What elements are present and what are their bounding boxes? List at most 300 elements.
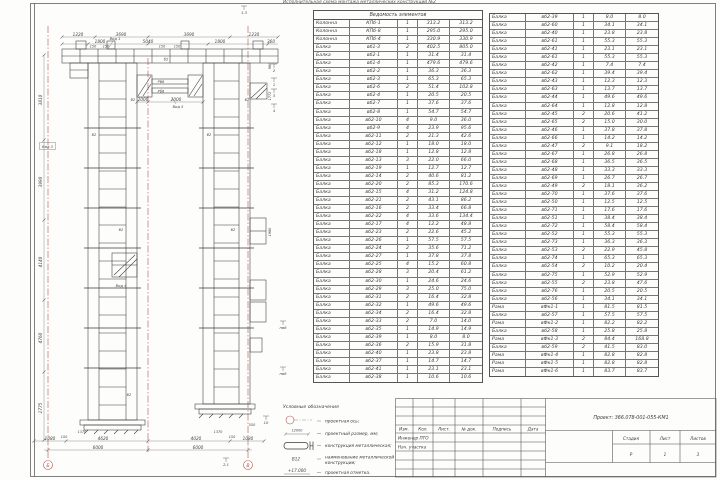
table-cell: вб2-36 [350, 342, 398, 349]
table-cell: вб2-27 [350, 253, 398, 260]
table-row [490, 255, 658, 263]
table-cell: 38.4 [594, 215, 626, 222]
table-cell: 1 [398, 109, 418, 116]
table-cell: 124.8 [459, 189, 473, 195]
table-cell: 1 [574, 288, 594, 295]
table-cell: 14.2 [636, 135, 648, 141]
legend-symbol-text: +17.000 [287, 468, 307, 473]
table-cell: 1 [574, 103, 594, 110]
table-cell: 23.1 [418, 366, 450, 373]
table-cell: 1 [398, 165, 418, 172]
legend-title: Условные обозначения [283, 405, 339, 410]
table-row [490, 111, 658, 119]
table-cell: 17.6 [594, 207, 626, 214]
table-cell: Балка [314, 358, 350, 365]
table-cell: 23.1 [594, 46, 626, 53]
dim-label: 1080 [242, 435, 254, 441]
table-cell: вб2-43 [526, 78, 574, 85]
sheet-title: Исполнительная схема монтажа металлических конструкций №2 [283, 0, 436, 5]
table-row [490, 344, 658, 352]
dim-label: 1220 [72, 31, 84, 37]
drawing-annotations [40, 37, 250, 397]
table-cell: 1 [398, 141, 418, 148]
legend-item-text: наименование металлической [325, 455, 395, 461]
table-cell: 479.6 [418, 60, 450, 67]
table-cell: Балка [490, 143, 526, 150]
table-cell: Балка [314, 44, 350, 51]
table-cell: 1 [398, 100, 418, 107]
dim-label: 2000 [137, 96, 149, 102]
table-cell: Балка [314, 60, 350, 67]
table-cell: вб2-2 [350, 68, 398, 75]
table-cell: 55.3 [636, 39, 648, 45]
table-cell: 2 [398, 84, 418, 91]
table-row [314, 261, 482, 269]
flag-label: нв8 [279, 372, 287, 376]
table-cell: 24.6 [460, 278, 472, 284]
table-cell: Балка [314, 189, 350, 196]
table-cell: 12.5 [636, 200, 648, 206]
table-cell: 7.0 [418, 318, 450, 325]
table-row [490, 78, 658, 86]
table-cell: 26.7 [636, 175, 648, 181]
marker-flags [223, 6, 286, 462]
table-cell: 36.3 [418, 68, 450, 75]
table-row [314, 366, 482, 374]
axis-bubble-label: В [246, 463, 250, 469]
table-cell: Балка [314, 157, 350, 164]
table-row [314, 20, 482, 28]
stamp-col-header: Изм. [399, 426, 409, 432]
table-cell: 65.3 [418, 76, 450, 83]
table-cell: 36.3 [594, 239, 626, 246]
table-cell: 81.5 [594, 304, 626, 311]
legend-item-text: проектная отметка. [325, 471, 371, 476]
table-cell: Балка [314, 342, 350, 349]
table-cell: Балка [490, 22, 526, 29]
table-row [490, 14, 658, 22]
stamp-col-header: Подпись [492, 426, 512, 432]
table-cell: вб2-20 [350, 181, 398, 188]
table-cell: 13.7 [636, 87, 648, 93]
table-cell: 12.8 [594, 103, 626, 110]
element-tag: б2 [130, 98, 136, 102]
table-cell: вФк1-1 [526, 304, 574, 311]
table-cell: 55.3 [594, 54, 626, 61]
table-cell: вб2-32 [350, 302, 398, 309]
table-cell: Колонна [314, 28, 350, 35]
table-row [314, 213, 482, 221]
table-cell: Балка [314, 318, 350, 325]
table-cell: Балка [314, 229, 350, 236]
middle-beams [137, 75, 203, 97]
table-cell: вб2-28 [350, 269, 398, 276]
table-cell: вб2-41 [350, 366, 398, 373]
table-cell: 31.4 [418, 52, 450, 59]
flag-label: 2.1 [223, 463, 229, 467]
legend-beam-symbol [284, 442, 313, 451]
table-cell: 25.0 [418, 286, 450, 293]
flag-label: 4 [272, 109, 276, 113]
stamp-col-header: № док. [461, 426, 477, 432]
table-cell: 2 [574, 263, 594, 270]
table-cell: вб2-56 [526, 296, 574, 303]
table-cell: вб2-72 [526, 223, 574, 230]
table-cell: Балка [314, 165, 350, 172]
table-row [314, 173, 482, 181]
table-cell: Балка [314, 117, 350, 124]
table-cell: 61.2 [460, 270, 472, 276]
table-cell: 58.4 [636, 224, 648, 230]
table-cell: 2 [574, 111, 594, 118]
table-cell: Балка [490, 127, 526, 134]
table-row [314, 286, 482, 294]
table-row [490, 103, 658, 111]
table-cell: 2 [398, 229, 418, 236]
table-cell: Балка [314, 269, 350, 276]
table-cell: 49.6 [460, 302, 472, 308]
table-cell: 25.8 [594, 328, 626, 335]
table-cell: вб2-52 [526, 231, 574, 238]
table-cell: 1 [574, 94, 594, 101]
table-cell: 2 [398, 133, 418, 140]
table-row [490, 296, 658, 304]
dim-label: 150 [60, 434, 68, 439]
table-cell: 2 [398, 197, 418, 204]
table-cell: Колонна [314, 20, 350, 27]
table-title: Ведомость элементов [314, 11, 482, 20]
table-cell: 23.1 [460, 367, 472, 373]
table-cell: 1 [574, 135, 594, 142]
dim-label: 150 [173, 44, 181, 49]
dim-label: 1980 [268, 227, 272, 237]
table-cell: 12.8 [460, 149, 472, 155]
table-cell: 4 [398, 221, 418, 228]
table-cell: 51.4 [418, 84, 450, 91]
table-row [490, 304, 658, 312]
table-cell: 65.3 [460, 77, 472, 83]
table-cell: 2 [398, 245, 418, 252]
table-row [490, 86, 658, 94]
dim-label: 360 [267, 38, 275, 44]
table-cell: 82.8 [594, 360, 626, 367]
title-block-text [398, 415, 706, 457]
table-cell: 23.8 [418, 350, 450, 357]
table-cell: 36.5 [594, 159, 626, 166]
table-cell: Рама [490, 368, 526, 376]
table-cell: Балка [314, 141, 350, 148]
table-row [490, 328, 658, 336]
table-row [314, 229, 482, 237]
beam-mark: Рб6 [157, 89, 165, 94]
table-cell: Балка [490, 296, 526, 303]
table-cell: 1 [574, 22, 594, 29]
table-row [314, 342, 482, 350]
table-row [490, 143, 658, 151]
axis-lines [48, 26, 248, 458]
table-cell: 84.4 [594, 336, 626, 343]
table-cell: 55.3 [636, 55, 648, 61]
table-row [490, 30, 658, 38]
dim-label: 4760 [38, 332, 43, 344]
table-cell: 34.1 [636, 296, 648, 302]
table-row [314, 141, 482, 149]
table-cell: вб2-37 [350, 358, 398, 365]
table-body [490, 14, 658, 376]
table-cell: 1 [574, 46, 594, 53]
table-cell: Балка [490, 288, 526, 295]
stamp-col-header: Дата [527, 426, 539, 432]
table-cell: вб2-71 [526, 207, 574, 214]
table-cell: 313.2 [418, 20, 450, 27]
table-cell: вб2-59 [526, 344, 574, 351]
table-cell: 20.5 [636, 288, 648, 294]
table-cell: Балка [490, 183, 526, 190]
table-cell: 805.0 [459, 45, 473, 51]
table-cell: 75.0 [460, 286, 472, 292]
table-cell: вб2-53 [526, 247, 574, 254]
table-cell: 65.3 [636, 256, 648, 262]
table-cell: 57.5 [460, 238, 472, 244]
table-cell: 36.3 [460, 69, 472, 75]
table-cell: 12.8 [636, 103, 648, 109]
table-row [314, 44, 482, 52]
table-cell: Балка [314, 245, 350, 252]
table-cell: вб2-3 [350, 76, 398, 83]
table-row [314, 100, 482, 108]
table-cell: 25.8 [636, 328, 648, 334]
table-cell: 330.9 [459, 37, 473, 43]
table-cell: Балка [490, 280, 526, 287]
stamp-stage-header: Стадия [622, 436, 640, 441]
table-cell: вб2-21 [350, 197, 398, 204]
table-row [490, 207, 658, 215]
legend-symbol-text: В12 [291, 456, 301, 462]
table-cell: 22.9 [594, 247, 626, 254]
table-cell: Балка [314, 374, 350, 382]
dim-label: 1800 [214, 38, 226, 44]
table-cell: Рама [490, 360, 526, 367]
right-column-base [195, 404, 255, 418]
dim-label: 1370 [77, 429, 87, 434]
table-cell: вб2-63 [526, 86, 574, 93]
legend-item-text: проектная ось; [325, 419, 360, 425]
table-cell: 14.9 [460, 326, 472, 332]
table-cell: 4 [398, 117, 418, 124]
legend [283, 404, 394, 476]
dim-label: 2000 [170, 96, 182, 102]
table-cell: вб2-29 [350, 286, 398, 293]
table-cell: 95.6 [460, 125, 472, 131]
dim-label: 1800 [94, 38, 106, 44]
table-cell: КПб-4 [350, 36, 398, 43]
table-row [314, 84, 482, 92]
table-cell: 12.7 [418, 165, 450, 172]
table-cell: вб2-64 [526, 103, 574, 110]
table-row [490, 215, 658, 223]
table-cell: вб2-24 [350, 245, 398, 252]
table-cell: 7.4 [594, 62, 626, 69]
legend-elevation-symbol [284, 468, 310, 474]
table-cell: 402.5 [418, 44, 450, 51]
table-cell: 1 [574, 312, 594, 319]
dim-label: 3990 [38, 176, 43, 188]
table-cell: 2 [574, 143, 594, 150]
table-cell: 37.8 [460, 254, 472, 260]
stamp-role: Нач. участка [398, 444, 427, 450]
table-cell: 18.1 [594, 183, 626, 190]
table-cell: вб2-62 [526, 70, 574, 77]
table-cell: 12.7 [460, 165, 472, 171]
table-cell: 1 [398, 68, 418, 75]
table-cell: 83.0 [636, 344, 648, 350]
table-cell: 20.6 [594, 111, 626, 118]
dim-label: 3690 [115, 31, 127, 37]
table-row [490, 127, 658, 135]
table-cell: 49.6 [636, 95, 648, 101]
table-cell: 42.6 [460, 133, 472, 139]
table-cell: Балка [314, 261, 350, 268]
table-cell: вб2-1 [350, 52, 398, 59]
table-cell: вб2-11 [350, 133, 398, 140]
table-cell: 43.1 [418, 197, 450, 204]
table-cell: вб1-3 [350, 44, 398, 51]
table-cell: 2 [574, 119, 594, 126]
table-cell: 85.3 [418, 181, 450, 188]
table-cell: Балка [314, 125, 350, 132]
table-cell: Балка [490, 239, 526, 246]
table-cell: Рама [490, 352, 526, 359]
legend-item-text: проектный размер, мм; [325, 432, 379, 437]
table-row [490, 368, 658, 376]
table-cell: 82.8 [636, 352, 648, 358]
table-cell: вб2-25 [350, 261, 398, 268]
table-cell: 34.1 [636, 23, 648, 29]
table-row [314, 165, 482, 173]
table-cell: 71.2 [460, 246, 472, 252]
table-cell: 37.6 [418, 100, 450, 107]
table-cell: 32.8 [460, 294, 472, 300]
table-cell: вб2-65 [526, 119, 574, 126]
table-cell: Балка [314, 76, 350, 83]
table-cell: 12.3 [636, 79, 648, 85]
axis-bubble-label: Б [46, 463, 50, 469]
flag-label: 3 [272, 94, 276, 98]
table-cell: Балка [490, 263, 526, 270]
table-cell: 82.2 [636, 320, 648, 326]
table-cell: вб2-45 [526, 111, 574, 118]
table-cell: 45.8 [636, 248, 648, 254]
table-cell: 18.0 [418, 141, 450, 148]
table-cell: Балка [490, 111, 526, 118]
table-row [314, 157, 482, 165]
table-cell: 22.0 [418, 157, 450, 164]
table-cell: 54.7 [460, 109, 472, 115]
table-cell: 10.6 [418, 374, 450, 382]
table-cell: 4 [398, 125, 418, 132]
table-cell: 1 [398, 92, 418, 99]
table-cell: вб2-41 [526, 46, 574, 53]
table-cell: 60.8 [460, 262, 472, 268]
axis-bubble-left [44, 461, 53, 470]
table-row [490, 360, 658, 368]
table-row [314, 294, 482, 302]
table-cell: Балка [490, 312, 526, 319]
table-cell: 20.4 [636, 264, 648, 270]
table-cell: вб2-33 [350, 318, 398, 325]
element-tag: б2 [118, 228, 124, 232]
view-callout: Вид 3 [42, 144, 53, 149]
table-row [490, 62, 658, 70]
table-cell: Балка [490, 78, 526, 85]
table-cell: Балка [314, 84, 350, 91]
marker-flag-labels [223, 11, 287, 467]
table-cell: 12.5 [594, 199, 626, 206]
table-cell: 2 [574, 336, 594, 343]
table-cell: 170.6 [459, 181, 473, 187]
table-cell: 16.4 [418, 294, 450, 301]
element-list-table-1 [313, 10, 483, 383]
table-cell: 168.8 [635, 336, 649, 342]
table-cell: Балка [490, 30, 526, 37]
table-cell: 1 [398, 358, 418, 365]
table-cell: вб2-40 [526, 30, 574, 37]
table-cell: 1 [398, 366, 418, 373]
table-cell: Балка [490, 46, 526, 53]
table-cell: 49.6 [594, 94, 626, 101]
table-cell: Балка [314, 68, 350, 75]
table-cell: 20.5 [594, 288, 626, 295]
table-cell: 2 [398, 294, 418, 301]
table-cell: 82.8 [594, 352, 626, 359]
table-row [314, 181, 482, 189]
table-cell: Балка [314, 334, 350, 341]
table-cell: Рама [490, 336, 526, 343]
dimension-lines [33, 36, 280, 452]
table-cell: вб2-55 [526, 280, 574, 287]
table-cell: 1 [574, 62, 594, 69]
table-cell: Рама [490, 320, 526, 327]
table-cell: 1 [574, 352, 594, 359]
table-row [490, 94, 658, 102]
table-cell: Балка [314, 92, 350, 99]
table-cell: 1 [574, 38, 594, 45]
flag-label: нв8 [279, 326, 287, 330]
table-cell: вб2-31 [350, 294, 398, 301]
table-cell: Балка [490, 223, 526, 230]
stamp-sheets-header: Листов [690, 436, 706, 441]
table-cell: 8.0 [594, 14, 626, 21]
table-cell: Балка [490, 54, 526, 61]
table-cell: Балка [490, 38, 526, 45]
table-cell: вб2-76 [526, 288, 574, 295]
table-cell: вб2-44 [526, 94, 574, 101]
dim-label: 4620 [97, 435, 109, 441]
table-cell: вб2-66 [526, 135, 574, 142]
table-cell: 38.4 [636, 216, 648, 222]
view-callout: Вид 4 [115, 284, 127, 288]
table-cell: 23.1 [636, 47, 648, 53]
table-cell: Балка [490, 255, 526, 262]
table-cell: 15.9 [418, 342, 450, 349]
table-cell: 23.9 [418, 125, 450, 132]
table-cell: 36.0 [460, 117, 472, 123]
table-cell: 17.6 [636, 208, 648, 214]
table-cell: вб2-74 [526, 255, 574, 262]
table-cell: вб2-26 [350, 237, 398, 244]
right-column [199, 63, 267, 404]
table-cell: вб2-17 [350, 221, 398, 228]
